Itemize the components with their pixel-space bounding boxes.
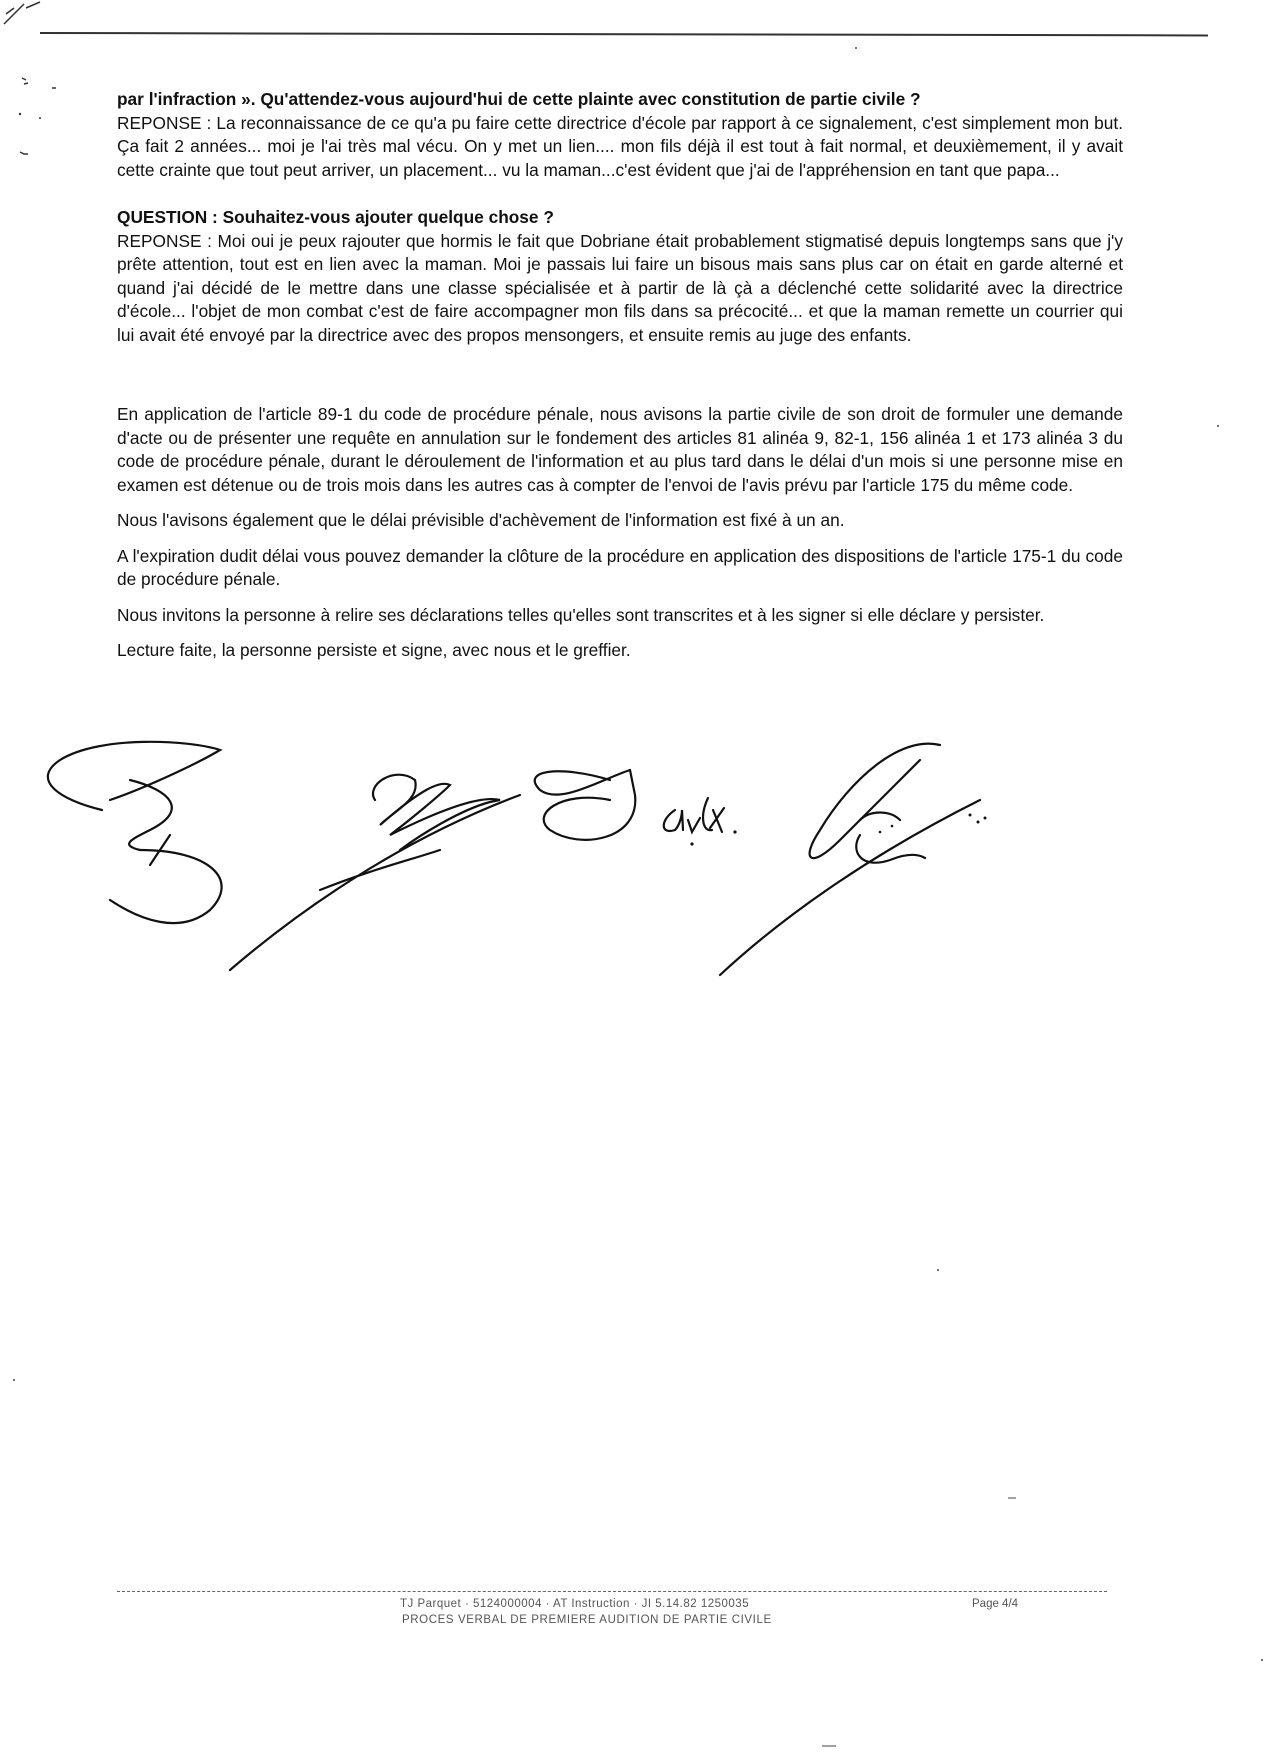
question-text: par l'infraction ». Qu'attendez-vous aujourd'hui de cette plainte avec constitution de partie civile ? xyxy=(117,89,921,109)
footer-rule xyxy=(117,1591,1107,1592)
reading-done-paragraph: Lecture faite, la personne persiste et signe, avec nous et le greffier. xyxy=(117,640,631,660)
footer-reference: TJ Parquet · 5124000004 · AT Instruction · JI 5.14.82 1250035 xyxy=(400,1598,750,1610)
signature-4 xyxy=(720,744,987,975)
answer-text: La reconnaissance de ce qu'a pu faire cette directrice d'école par rapport à ce signalement, c'est simplement mon but. Ça fait 2 années... moi je l'ai très mal vécu. On y met un lien.... mon fils déjà il est tout à fait normal, et deuxièmement, il y avait cette crainte que tout peut arriver, un placement... vu la maman...c'est évident que j'ai de l'appréhension en tant que papa... xyxy=(117,112,1123,180)
deadline-paragraph: Nous l'avisons également que le délai prévisible d'achèvement de l'information est fixé à un an. xyxy=(117,510,845,530)
signature-3 xyxy=(535,770,737,846)
signature-2 xyxy=(230,775,520,970)
footer-page-number: Page 4/4 xyxy=(972,1598,1019,1610)
answer-label: REPONSE : xyxy=(117,112,212,133)
answer-text: Moi oui je peux rajouter que hormis le fait que Dobriane était probablement stigmatisé depuis longtemps sans que j'y prête attention, tout est en lien avec la maman. Moi je passais lui faire un bisous mais sans plus car on était en garde alterné et quand j'ai décidé de le mettre dans une classe spécialisée et à partir de là çà a déclenché cette solidarité avec la directrice d'école... l'objet de mon combat c'est de faire accompagner mon fils dans sa précocité... et que la maman remette un courrier qui lui avait été envoyé par la directrice avec des propos mensongers, et ensuite remis au juge des enfants. xyxy=(117,230,1123,345)
question-1 xyxy=(117,88,1123,182)
answer-label: REPONSE : xyxy=(117,230,212,251)
notice-paragraph: En application de l'article 89-1 du code de procédure pénale, nous avisons la partie civile de son droit de formuler une demande d'acte ou de présenter une requête en annulation sur le fondement des articles 81 alinéa 9, 82-1, 156 alinéa 1 et 173 alinéa 3 du code de procédure pénale, durant le déroulement de l'information et au plus tard dans le délai d'un mois si une personne mise en examen est détenue ou de trois mois dans les autres cas à compter de l'envoi de l'avis prévu par l'article 175 du même code. xyxy=(117,404,1123,495)
question-2 xyxy=(117,206,1123,347)
closure-paragraph: A l'expiration dudit délai vous pouvez demander la clôture de la procédure en application des dispositions de l'article 175-1 du code de procédure pénale. xyxy=(117,545,1123,589)
signature-1 xyxy=(48,742,222,923)
document-body xyxy=(117,88,1123,675)
margin-marks xyxy=(14,74,74,164)
question-text: QUESTION : Souhaitez-vous ajouter quelque chose ? xyxy=(117,207,554,227)
signatures-area xyxy=(20,740,1140,990)
signing-invitation-paragraph: Nous invitons la personne à relire ses déclarations telles qu'elles sont transcrites et à les signer si elle déclare y persister. xyxy=(117,604,1045,625)
footer-document-title: PROCES VERBAL DE PREMIERE AUDITION DE PARTIE CIVILE xyxy=(402,1614,772,1626)
top-rule xyxy=(40,32,1208,36)
corner-scan-mark xyxy=(0,0,60,50)
